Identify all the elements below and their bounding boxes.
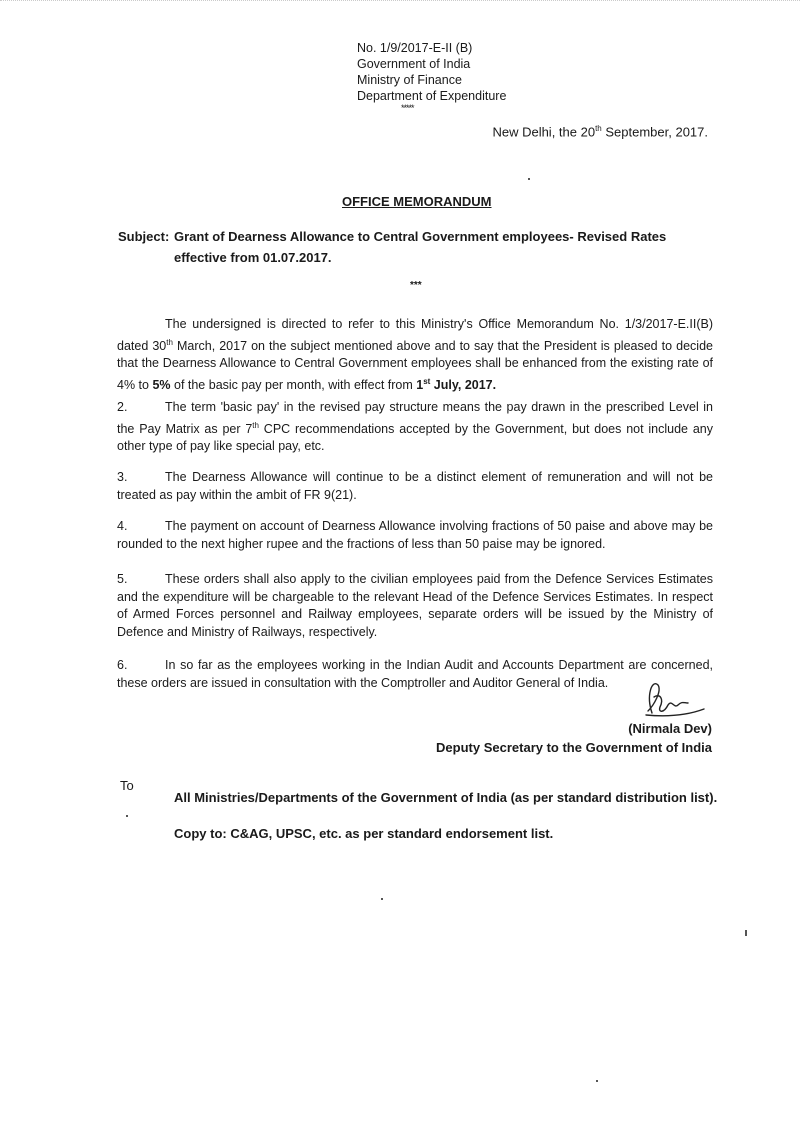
p3-number: 3.	[117, 470, 128, 484]
p1-text-a: The undersigned is directed to refer to this Ministry's Office Memorandum No. 1/3/2017-E.II(B) dated 30	[117, 317, 713, 353]
subject-text: Grant of Dearness Allowance to Central Government employees- Revised Rates effective from 01.07.2017.	[174, 229, 667, 265]
signatory-designation: Deputy Secretary to the Government of India	[436, 740, 712, 755]
p4-number: 4.	[117, 519, 128, 533]
p6-text: In so far as the employees working in the Indian Audit and Accounts Department are concerned, these orders are issued in consultation with the Comptroller and Auditor General of India.	[117, 658, 713, 690]
p6-number: 6.	[117, 658, 128, 672]
signature-mark	[638, 675, 708, 720]
subject-line	[118, 226, 718, 268]
p2-number: 2.	[117, 400, 128, 414]
p1-effective-day: 1	[416, 377, 424, 392]
p2-text-b: CPC recommendations accepted by the Government, but does not include any other type of pay like special pay, etc.	[117, 421, 713, 454]
p1-sup-a: th	[166, 337, 173, 347]
scan-speck	[745, 930, 747, 936]
subject-label: Subject:	[118, 229, 170, 244]
date-sup: th	[595, 124, 602, 133]
p2-sup: th	[252, 420, 259, 430]
copy-to: Copy to: C&AG, UPSC, etc. as per standard endorsement list.	[174, 826, 554, 841]
p1-sup-e: st	[423, 376, 431, 386]
p2-text-a: The term 'basic pay' in the revised pay structure means the pay drawn in the prescribed Level in the Pay Matrix as per 7	[117, 400, 713, 436]
p4-text: The payment on account of Dearness Allowance involving fractions of 50 paise and above may be rounded to the next higher rupee and the fractions of less than 50 paise may be ignored.	[117, 519, 713, 551]
memorandum-title: OFFICE MEMORANDUM	[342, 194, 492, 209]
paragraph-1	[117, 316, 713, 394]
paragraph-4	[117, 518, 713, 553]
recipients: All Ministries/Departments of the Government of India (as per standard distribution list).	[174, 790, 718, 805]
issue-date	[492, 124, 708, 139]
to-label: To	[120, 778, 134, 793]
p5-number: 5.	[117, 572, 128, 586]
section-separator: ***	[410, 280, 422, 291]
reference-number: No. 1/9/2017-E-II (B)	[357, 41, 473, 55]
signatory-name: (Nirmala Dev)	[628, 721, 712, 736]
p1-text-d: of the basic pay per month, with effect from	[170, 377, 417, 392]
scan-edge	[0, 0, 800, 9]
government-name: Government of India	[357, 57, 471, 71]
scan-speck	[126, 815, 128, 817]
paragraph-6	[117, 657, 713, 692]
p1-effective-month: July, 2017.	[430, 377, 497, 392]
date-suffix: September, 2017.	[601, 124, 708, 140]
scan-speck	[528, 178, 530, 180]
ministry-name: Ministry of Finance	[357, 73, 462, 87]
p5-text: These orders shall also apply to the civilian employees paid from the Defence Services Estimates and the expenditure will be chargeable to the relevant Head of the Defence Services Estimates. In respect of Armed Forces personnel and Railway employees, separate orders will be issued by the Ministry of Defence and Ministry of Railways, respectively.	[117, 572, 713, 639]
p3-text: The Dearness Allowance will continue to be a distinct element of remuneration and will not be treated as pay within the ambit of FR 9(21).	[117, 470, 713, 502]
paragraph-3	[117, 469, 713, 504]
letter-header	[357, 40, 506, 112]
date-prefix: New Delhi, the 20	[492, 124, 596, 140]
scan-speck	[596, 1080, 598, 1082]
p1-text-b: March, 2017 on the subject mentioned above and to say that the President is pleased to decide that the Dearness Allowance to Central Government employees shall be enhanced from the existing rate of 4% to	[117, 338, 713, 392]
paragraph-5	[117, 571, 713, 641]
paragraph-2	[117, 399, 713, 456]
header-stars: *****	[401, 103, 414, 113]
p1-rate: 5%	[152, 377, 171, 392]
scan-speck	[381, 898, 383, 900]
department-name: Department of Expenditure	[357, 89, 507, 103]
